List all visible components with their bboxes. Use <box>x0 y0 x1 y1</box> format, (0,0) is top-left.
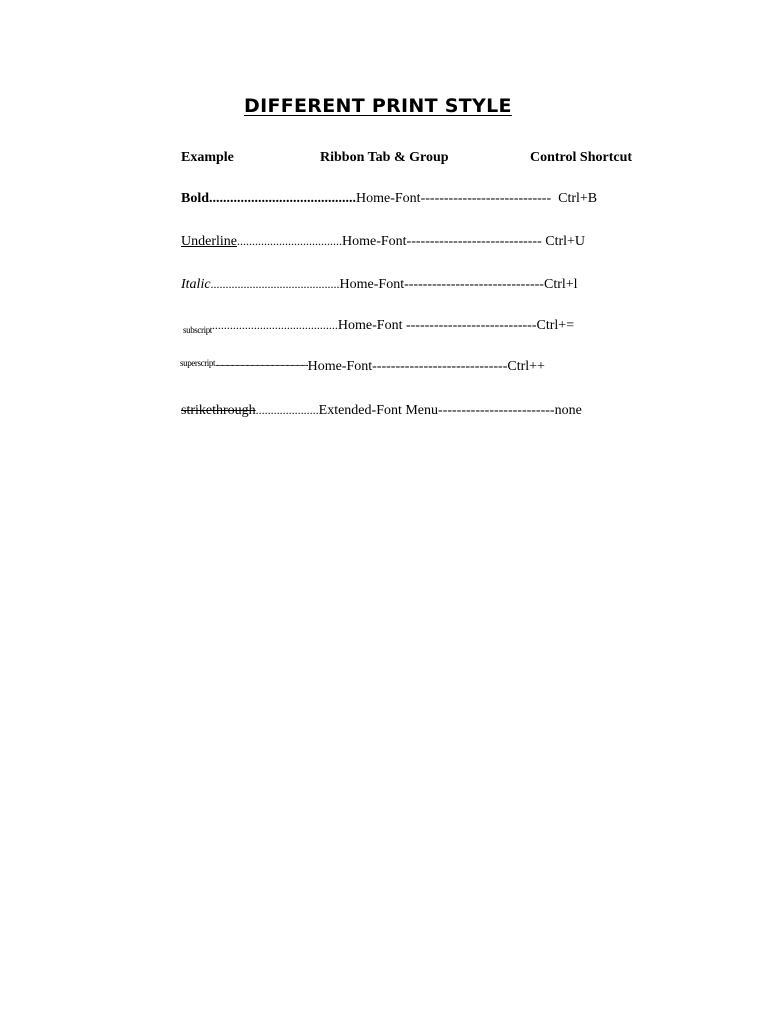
shortcut-text: Ctrl++ <box>507 359 545 374</box>
shortcut-text: Ctrl+U <box>545 234 586 249</box>
table-row-superscript <box>180 358 545 376</box>
table-row-strikethrough <box>181 401 582 420</box>
table-row-bold <box>181 190 597 208</box>
table-row-subscript <box>183 316 574 335</box>
dot-leader: ........................................... <box>210 277 340 291</box>
column-header-ribbon: Ribbon Tab & Group <box>320 150 449 165</box>
ribbon-location: Home-Font <box>337 318 406 333</box>
dot-leader: .......................................... <box>211 318 338 332</box>
column-header-example: Example <box>181 150 234 165</box>
dot-leader: ..................... <box>255 403 319 417</box>
shortcut-text: Ctrl+B <box>558 191 598 206</box>
dash-leader: ---------------------------- <box>405 318 537 333</box>
ribbon-location: Home-Font <box>307 359 373 374</box>
shortcut-text: Ctrl+l <box>543 277 578 292</box>
example-italic: Italic <box>181 277 211 292</box>
dash-leader: ----------------------------- <box>372 359 508 374</box>
example-superscript: superscript <box>180 358 216 368</box>
dot-leader: .......................................... <box>209 191 357 206</box>
page-title: DIFFERENT PRINT STYLE <box>244 95 512 117</box>
dash-leader: ------------------------- <box>438 403 555 418</box>
example-strikethrough: strikethrough <box>181 403 256 418</box>
ribbon-location: Home-Font <box>356 191 421 206</box>
dot-leader: ................................... <box>236 234 342 248</box>
dash-leader: ----------------------------- <box>406 234 546 249</box>
example-bold: Bold <box>181 191 210 206</box>
ribbon-location: Extended-Font Menu <box>318 403 439 418</box>
table-row-underline <box>181 232 585 251</box>
dot-leader: .......................................................................... <box>215 358 308 368</box>
shortcut-text: none <box>554 403 582 418</box>
column-header-shortcut: Control Shortcut <box>530 150 633 165</box>
example-underline: Underline <box>181 234 237 249</box>
table-row-italic <box>181 275 578 294</box>
example-subscript: subscript <box>183 325 212 335</box>
dash-leader: ------------------------------ <box>404 277 544 292</box>
ribbon-location: Home-Font <box>339 277 405 292</box>
shortcut-text: Ctrl+= <box>536 318 575 333</box>
ribbon-location: Home-Font <box>341 234 407 249</box>
dash-leader: ---------------------------- <box>420 191 559 206</box>
